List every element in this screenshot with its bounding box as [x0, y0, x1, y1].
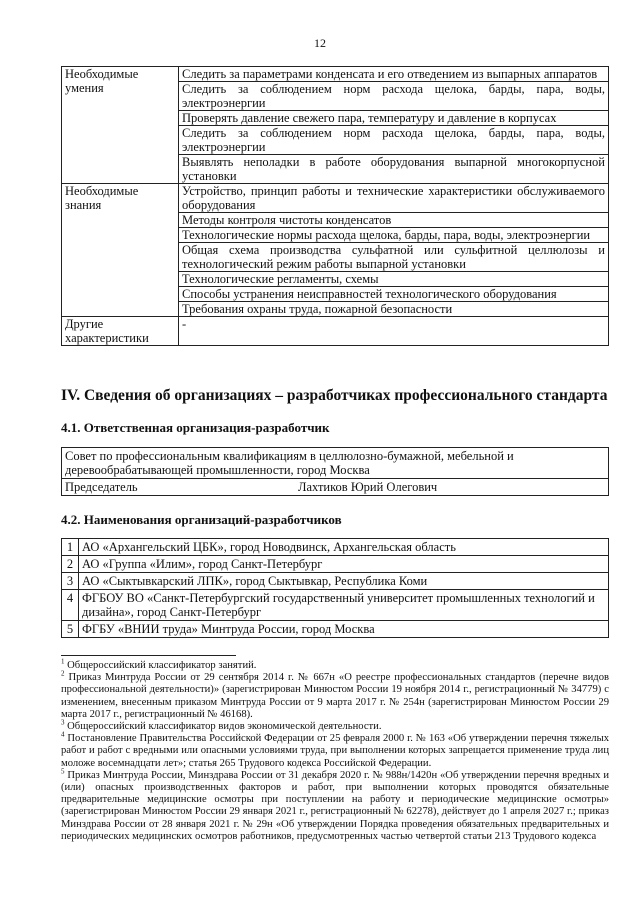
org-number: 1: [62, 539, 79, 556]
org-name: АО «Сыктывкарский ЛПК», город Сыктывкар, Республика Коми: [79, 573, 609, 590]
skill-item: Выявлять неполадки в работе оборудования выпарной многокорпусной установки: [179, 155, 609, 184]
org-name: АО «Архангельский ЦБК», город Новодвинск, Архангельская область: [79, 539, 609, 556]
org-number: 3: [62, 573, 79, 590]
table-row: [62, 67, 609, 82]
footnote-number: 5: [61, 767, 65, 776]
section-title: IV. Сведения об организациях – разработчиках профессионального стандарта: [61, 387, 608, 404]
footnotes: [61, 657, 609, 843]
footnote-text: Приказ Минтруда России от 29 сентября 2014 г. № 667н «О реестре профессиональных стандартов (перечне видов профессиональной деятельности)» (зарегистрирован Минюстом России 19 ноября 2014 г., регистрационный № 34779) с изменением, внесенным приказом Минтруда России от 9 марта 2017 г. № 254н (зарегистрирован Минюстом России 29 марта 2017 г., регистрационный № 46168).: [61, 672, 609, 720]
knowledge-item: Устройство, принцип работы и технические характеристики обслуживаемого оборудования: [179, 184, 609, 213]
skill-item: Следить за соблюдением норм расхода щелока, барды, пара, воды, электроэнергии: [179, 126, 609, 155]
table-row: [62, 590, 609, 621]
org-name: АО «Группа «Илим», город Санкт-Петербург: [79, 556, 609, 573]
table-row: [62, 556, 609, 573]
org-number: 5: [62, 621, 79, 638]
footnote: [61, 657, 609, 672]
chair-cell: [62, 479, 609, 496]
other-item: -: [179, 317, 609, 346]
org-number: 4: [62, 590, 79, 621]
responsible-organization: Совет по профессиональным квалификациям в целлюлозно-бумажной, мебельной и деревообрабатывающей промышленности, город Москва: [62, 448, 609, 479]
skills-table: [61, 66, 609, 346]
knowledge-item: Технологические нормы расхода щелока, барды, пара, воды, электроэнергии: [179, 228, 609, 243]
knowledge-item: Технологические регламенты, схемы: [179, 272, 609, 287]
row-label-knowledge: Необходимые знания: [62, 184, 179, 317]
footnote-text: Приказ Минтруда России, Минздрава России от 31 декабря 2020 г. № 988н/1420н «Об утверждении перечня вредных и (или) опасных производственных факторов и работ, при выполнении которых проводятся обязательные предварительные медицинские осмотры при поступлении на работу и периодические медицинские осмотры» (зарегистрирован Минюстом России 29 января 2021 г., регистрационный № 62278), действует до 1 апреля 2027 г.; приказ Минздрава России от 28 января 2021 г. № 29н «Об утверждении Порядка проведения обязательных предварительных и периодических медицинских осмотров работников, предусмотренных частью четвертой статьи 213 Трудового кодекса: [61, 769, 609, 842]
footnote-number: 2: [61, 669, 65, 678]
knowledge-item: Методы контроля чистоты конденсатов: [179, 213, 609, 228]
footnote: [61, 730, 609, 770]
footnote: [61, 718, 609, 733]
developers-heading: 4.2. Наименования организаций-разработчиков: [61, 512, 342, 527]
chair-title: Председатель: [65, 480, 138, 494]
responsible-heading: 4.1. Ответственная организация-разработчик: [61, 420, 330, 435]
skill-item: Следить за соблюдением норм расхода щелока, барды, пара, воды, электроэнергии: [179, 82, 609, 111]
row-label-skills: Необходимые умения: [62, 67, 179, 184]
footnote-text: Общероссийский классификатор видов экономической деятельности.: [67, 721, 382, 733]
knowledge-item: Требования охраны труда, пожарной безопасности: [179, 302, 609, 317]
table-row: [62, 479, 609, 496]
table-row: [62, 621, 609, 638]
footnote-number: 4: [61, 730, 65, 739]
org-name: ФГБУ «ВНИИ труда» Минтруда России, город Москва: [79, 621, 609, 638]
table-row: [62, 573, 609, 590]
table-row: [62, 184, 609, 213]
developers-table: [61, 538, 609, 638]
table-row: [62, 448, 609, 479]
knowledge-item: Способы устранения неисправностей технологического оборудования: [179, 287, 609, 302]
footnote-number: 1: [61, 657, 65, 666]
page-number: 12: [314, 36, 326, 50]
responsible-table: [61, 447, 609, 496]
footnote-text: Общероссийский классификатор занятий.: [67, 660, 257, 671]
table-row: [62, 317, 609, 346]
skill-item: Проверять давление свежего пара, температуру и давление в корпусах: [179, 111, 609, 126]
footnote-text: Постановление Правительства Российской Федерации от 25 февраля 2000 г. № 163 «Об утверждении перечня тяжелых работ и работ с вредными или опасными условиями труда, при выполнении которых запрещается применение труда лиц моложе восемнадцати лет»; статья 265 Трудового кодекса Российской Федерации.: [61, 733, 609, 769]
skill-item: Следить за параметрами конденсата и его отведением из выпарных аппаратов: [179, 67, 609, 82]
org-name: ФГБОУ ВО «Санкт-Петербургский государственный университет промышленных технологий и дизайна», город Санкт-Петербург: [79, 590, 609, 621]
org-number: 2: [62, 556, 79, 573]
chair-name: Лахтиков Юрий Олегович: [298, 480, 438, 494]
footnote-divider: [61, 655, 236, 656]
footnote: [61, 767, 609, 843]
table-row: [62, 539, 609, 556]
footnote: [61, 669, 609, 721]
footnote-number: 3: [61, 718, 65, 727]
knowledge-item: Общая схема производства сульфатной или сульфитной целлюлозы и технологический режим работы выпарной установки: [179, 243, 609, 272]
row-label-other: Другие характеристики: [62, 317, 179, 346]
